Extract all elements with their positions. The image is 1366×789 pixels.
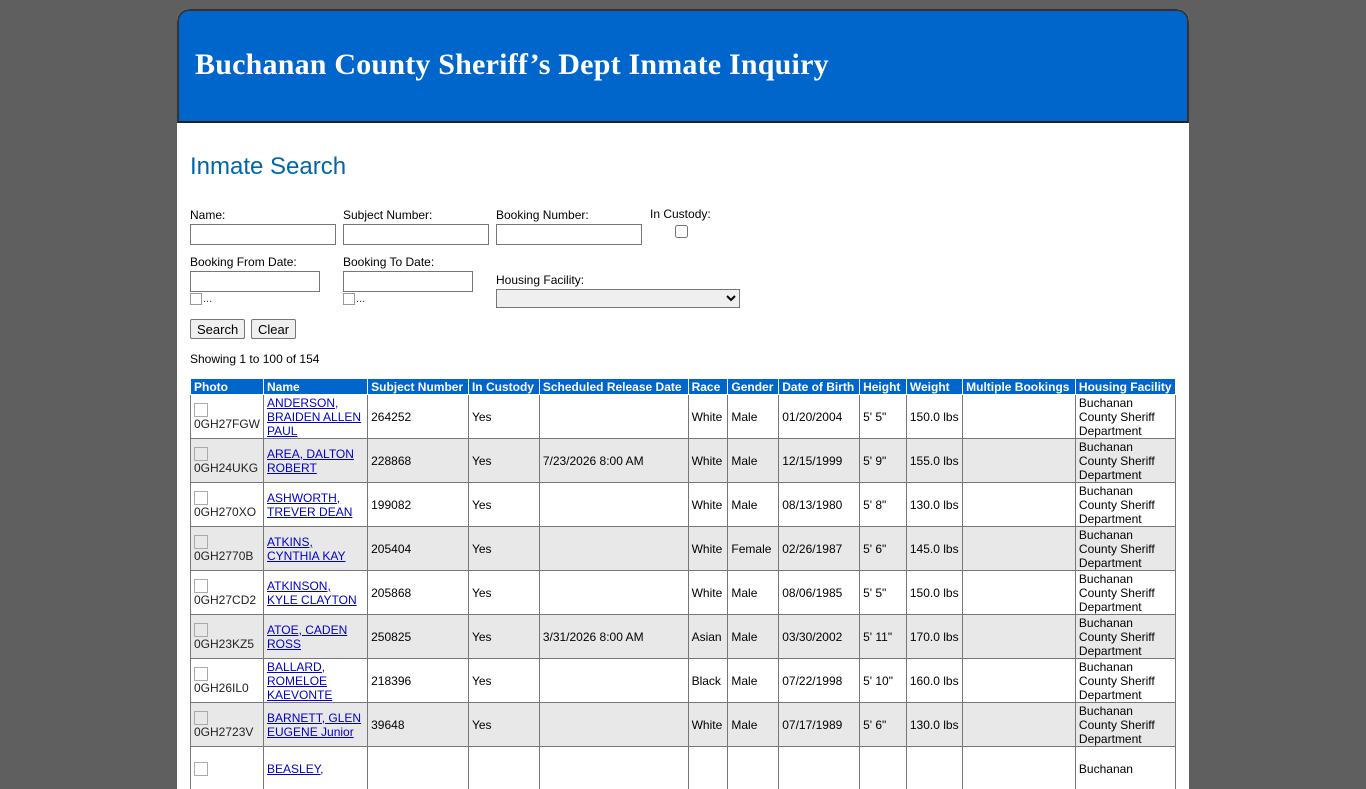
gender-cell: Male: [728, 615, 779, 659]
results-count: Showing 1 to 100 of 154: [190, 352, 319, 366]
inmate-photo: [191, 615, 264, 659]
race-cell: Black: [688, 659, 728, 703]
inmate-name-link[interactable]: BARNETT, GLEN EUGENE Junior: [267, 711, 361, 739]
release-cell: [539, 483, 688, 527]
to-date-input[interactable]: [343, 271, 473, 292]
release-cell: [539, 703, 688, 747]
facility-cell: Buchanan County Sheriff Department: [1075, 527, 1175, 571]
subject-field-group: [343, 208, 489, 245]
broken-image-icon: [194, 403, 208, 417]
header-banner: [177, 9, 1189, 123]
race-cell: White: [688, 703, 728, 747]
inmate-photo: [191, 703, 264, 747]
multiple-cell: [963, 659, 1076, 703]
photo-alt-text: 0GH23KZ5: [194, 637, 254, 651]
subject-number-input[interactable]: [343, 224, 489, 245]
subject-cell: 39648: [368, 703, 469, 747]
inmate-name-link[interactable]: ATKINSON, KYLE CLAYTON: [267, 579, 357, 607]
broken-image-icon: [194, 667, 208, 681]
name-cell: [264, 527, 368, 571]
gender-cell: Male: [728, 703, 779, 747]
table-row: [191, 527, 1176, 571]
table-row: [191, 703, 1176, 747]
inmate-name-link[interactable]: BEASLEY,: [267, 762, 323, 776]
multiple-cell: [963, 703, 1076, 747]
booking-number-label: Booking Number:: [496, 208, 642, 222]
race-cell: White: [688, 571, 728, 615]
gender-cell: Male: [728, 571, 779, 615]
page-title: Buchanan County Sheriff’s Dept Inmate Inquiry: [195, 48, 829, 82]
calendar-icon[interactable]: [343, 293, 473, 305]
column-header[interactable]: Date of Birth: [779, 379, 860, 395]
inmate-name-link[interactable]: ANDERSON, BRAIDEN ALLEN PAUL: [267, 396, 361, 438]
dob-cell: 03/30/2002: [779, 615, 860, 659]
multiple-cell: [963, 483, 1076, 527]
photo-alt-text: 0GH27CD2: [194, 593, 256, 607]
height-cell: 5' 5": [860, 395, 907, 439]
multiple-cell: [963, 439, 1076, 483]
photo-alt-text: 0GH26IL0: [194, 681, 249, 695]
inmate-name-link[interactable]: ASHWORTH, TREVER DEAN: [267, 491, 352, 519]
facility-cell: Buchanan County Sheriff Department: [1075, 483, 1175, 527]
column-header: Photo: [191, 379, 264, 395]
facility-cell: Buchanan County Sheriff Department: [1075, 571, 1175, 615]
table-row: [191, 615, 1176, 659]
table-row: [191, 395, 1176, 439]
custody-cell: Yes: [468, 483, 539, 527]
calendar-alt-text: ...: [203, 293, 212, 305]
custody-cell: Yes: [468, 527, 539, 571]
booking-number-input[interactable]: [496, 224, 642, 245]
dob-cell: 02/26/1987: [779, 527, 860, 571]
custody-cell: Yes: [468, 659, 539, 703]
custody-cell: Yes: [468, 571, 539, 615]
broken-image-icon: [194, 535, 208, 549]
multiple-cell: [963, 395, 1076, 439]
calendar-icon[interactable]: [190, 293, 320, 305]
inmate-name-link[interactable]: BALLARD, ROMELOE KAEVONTE: [267, 660, 332, 702]
facility-cell: Buchanan County Sheriff Department: [1075, 703, 1175, 747]
dob-cell: 08/06/1985: [779, 571, 860, 615]
column-header[interactable]: Race: [688, 379, 728, 395]
calendar-alt-text: ...: [356, 293, 365, 305]
inmate-photo: [191, 571, 264, 615]
name-cell: [264, 703, 368, 747]
facility-cell: Buchanan County Sheriff Department: [1075, 615, 1175, 659]
photo-alt-text: 0GH2723V: [194, 725, 253, 739]
table-row: [191, 439, 1176, 483]
column-header[interactable]: Name: [264, 379, 368, 395]
dob-cell: 12/15/1999: [779, 439, 860, 483]
weight-cell: 130.0 lbs: [906, 703, 962, 747]
subject-cell: 264252: [368, 395, 469, 439]
photo-alt-text: 0GH2770B: [194, 549, 253, 563]
weight-cell: 160.0 lbs: [906, 659, 962, 703]
name-cell: [264, 483, 368, 527]
housing-facility-label: Housing Facility:: [496, 273, 740, 287]
subject-cell: 205404: [368, 527, 469, 571]
booking-field-group: [496, 208, 642, 245]
to-date-group: [343, 255, 473, 305]
dob-cell: 07/22/1998: [779, 659, 860, 703]
height-cell: 5' 11": [860, 615, 907, 659]
subject-cell: 250825: [368, 615, 469, 659]
inmate-name-link[interactable]: AREA, DALTON ROBERT: [267, 447, 354, 475]
inmate-photo: [191, 395, 264, 439]
facility-cell: Buchanan County Sheriff Department: [1075, 439, 1175, 483]
search-title: Inmate Search: [190, 153, 346, 181]
housing-field-group: [496, 273, 740, 308]
release-cell: 7/23/2026 8:00 AM: [539, 439, 688, 483]
inmate-photo: [191, 527, 264, 571]
broken-image-icon: [194, 491, 208, 505]
gender-cell: Male: [728, 395, 779, 439]
column-header[interactable]: Gender: [728, 379, 779, 395]
inmate-photo: [191, 439, 264, 483]
clear-button[interactable]: Clear: [251, 319, 296, 339]
to-date-label: Booking To Date:: [343, 255, 473, 269]
name-field-group: [190, 208, 336, 245]
column-header[interactable]: Housing Facility: [1075, 379, 1175, 395]
photo-alt-text: 0GH270XO: [194, 505, 256, 519]
subject-cell: 199082: [368, 483, 469, 527]
inmate-name-link[interactable]: ATKINS, CYNTHIA KAY: [267, 535, 345, 563]
multiple-cell: [963, 615, 1076, 659]
weight-cell: 145.0 lbs: [906, 527, 962, 571]
photo-alt-text: 0GH24UKG: [194, 461, 258, 475]
subject-number-label: Subject Number:: [343, 208, 489, 222]
multiple-cell: [963, 527, 1076, 571]
dob-cell: 01/20/2004: [779, 395, 860, 439]
in-custody-label: In Custody:: [650, 207, 711, 221]
race-cell: White: [688, 483, 728, 527]
broken-image-icon: [194, 447, 208, 461]
custody-field-group: [650, 207, 711, 241]
gender-cell: Male: [728, 483, 779, 527]
broken-image-icon: [194, 762, 208, 776]
weight-cell: 150.0 lbs: [906, 571, 962, 615]
name-cell: [264, 439, 368, 483]
height-cell: 5' 6": [860, 527, 907, 571]
from-date-input[interactable]: [190, 271, 320, 292]
dob-cell: 07/17/1989: [779, 703, 860, 747]
multiple-cell: [963, 571, 1076, 615]
table-row: [191, 483, 1176, 527]
custody-cell: Yes: [468, 615, 539, 659]
inmate-photo: [191, 659, 264, 703]
custody-cell: Yes: [468, 703, 539, 747]
dob-cell: 08/13/1980: [779, 483, 860, 527]
height-cell: 5' 5": [860, 571, 907, 615]
broken-image-icon: [194, 711, 208, 725]
facility-cell: Buchanan County Sheriff Department: [1075, 395, 1175, 439]
name-cell: [264, 615, 368, 659]
custody-cell: Yes: [468, 439, 539, 483]
height-cell: 5' 10": [860, 659, 907, 703]
inmate-photo: [191, 483, 264, 527]
weight-cell: 130.0 lbs: [906, 483, 962, 527]
inmate-name-link[interactable]: ATOE, CADEN ROSS: [267, 623, 347, 651]
results-table: [190, 378, 1176, 789]
name-cell: [264, 571, 368, 615]
in-custody-checkbox[interactable]: [675, 225, 688, 238]
height-cell: 5' 6": [860, 703, 907, 747]
weight-cell: 170.0 lbs: [906, 615, 962, 659]
search-button[interactable]: Search: [190, 319, 245, 339]
column-header[interactable]: In Custody: [468, 379, 539, 395]
subject-cell: 205868: [368, 571, 469, 615]
page-container: [177, 9, 1189, 789]
broken-image-icon: [194, 623, 208, 637]
from-date-group: [190, 255, 320, 305]
release-cell: [539, 659, 688, 703]
table-row: [191, 571, 1176, 615]
race-cell: White: [688, 527, 728, 571]
column-header[interactable]: Height: [860, 379, 907, 395]
name-cell: [264, 659, 368, 703]
subject-cell: 228868: [368, 439, 469, 483]
photo-alt-text: 0GH27FGW: [194, 417, 260, 431]
weight-cell: 150.0 lbs: [906, 395, 962, 439]
column-header[interactable]: Weight: [906, 379, 962, 395]
weight-cell: 155.0 lbs: [906, 439, 962, 483]
column-header[interactable]: Multiple Bookings: [963, 379, 1076, 395]
release-cell: [539, 527, 688, 571]
gender-cell: Male: [728, 659, 779, 703]
release-cell: [539, 571, 688, 615]
facility-cell: Buchanan County Sheriff Department: [1075, 659, 1175, 703]
column-header[interactable]: Scheduled Release Date: [539, 379, 688, 395]
from-date-label: Booking From Date:: [190, 255, 320, 269]
broken-image-icon: [194, 579, 208, 593]
race-cell: White: [688, 439, 728, 483]
facility-cell: Buchanan: [1075, 747, 1175, 789]
custody-cell: Yes: [468, 395, 539, 439]
name-label: Name:: [190, 208, 336, 222]
gender-cell: Female: [728, 527, 779, 571]
gender-cell: Male: [728, 439, 779, 483]
height-cell: 5' 8": [860, 483, 907, 527]
release-cell: [539, 395, 688, 439]
housing-facility-select[interactable]: [496, 289, 740, 308]
name-input[interactable]: [190, 224, 336, 245]
table-row: [191, 659, 1176, 703]
table-header-row: [191, 379, 1176, 395]
race-cell: White: [688, 395, 728, 439]
release-cell: 3/31/2026 8:00 AM: [539, 615, 688, 659]
subject-cell: 218396: [368, 659, 469, 703]
column-header[interactable]: Subject Number: [368, 379, 469, 395]
name-cell: [264, 395, 368, 439]
height-cell: 5' 9": [860, 439, 907, 483]
race-cell: Asian: [688, 615, 728, 659]
